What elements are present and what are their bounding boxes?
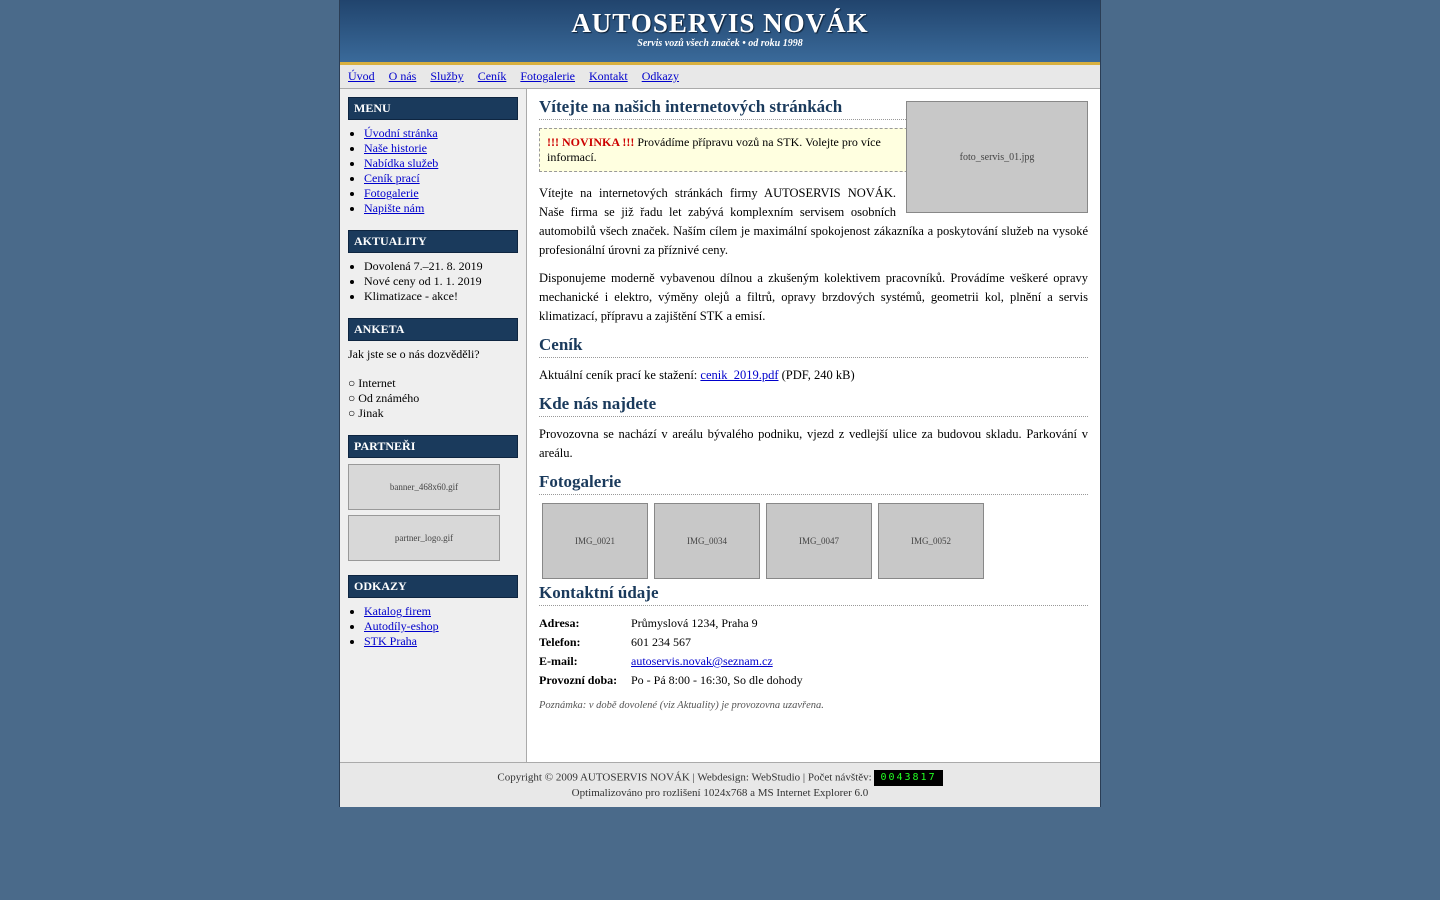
nav-cenik[interactable]: Ceník <box>477 69 507 83</box>
contact-label: Telefon: <box>539 635 581 649</box>
service-photo: foto_servis_01.jpg <box>906 101 1088 213</box>
contact-table <box>539 614 803 690</box>
menu-box <box>348 97 518 216</box>
partner-logo[interactable]: partner_logo.gif <box>348 515 500 561</box>
contact-value: Průmyslová 1234, Praha 9 <box>631 616 758 630</box>
pricelist-suffix: (PDF, 240 kB) <box>778 368 855 382</box>
menu-item-home[interactable]: Úvodní stránka <box>364 126 438 140</box>
footer-copyright: Copyright © 2009 AUTOSERVIS NOVÁK | Webdesign: WebStudio | Počet návštěv: <box>497 771 875 784</box>
footer <box>340 762 1100 807</box>
menu-item-pricelist[interactable]: Ceník prací <box>364 171 420 185</box>
gallery-thumb[interactable]: IMG_0052 <box>878 503 984 579</box>
email-link[interactable]: autoservis.novak@seznam.cz <box>631 654 773 668</box>
link-stk-praha[interactable]: STK Praha <box>364 634 417 648</box>
content <box>527 89 1100 762</box>
notice-highlight: !!! NOVINKA !!! <box>547 135 635 149</box>
contact-label: Adresa: <box>539 616 580 630</box>
contact-heading: Kontaktní údaje <box>539 583 1088 606</box>
news-item: • Nové ceny od 1. 1. 2019 <box>364 274 518 289</box>
notice-text: Provádíme přípravu vozů na STK. Volejte pro více informací. <box>547 135 881 164</box>
contact-row <box>539 614 803 633</box>
poll-box <box>348 318 518 421</box>
news-item: • Klimatizace - akce! <box>364 289 518 304</box>
gallery-thumb[interactable]: IMG_0021 <box>542 503 648 579</box>
gallery-thumb[interactable]: IMG_0047 <box>766 503 872 579</box>
sidebar <box>340 89 527 762</box>
links-title: ODKAZY <box>348 575 518 598</box>
menu-item-services[interactable]: Nabídka služeb <box>364 156 439 170</box>
pricelist-paragraph <box>539 366 1088 385</box>
poll-option-friend[interactable]: ○ Od známého <box>348 391 420 405</box>
site-title: AUTOSERVIS NOVÁK <box>571 8 869 38</box>
location-paragraph: Provozovna se nachází v areálu bývalého podniku, vjezd z vedlejší ulice za budovou skladu. Parkování v areálu. <box>539 427 1088 460</box>
link-autodily-eshop[interactable]: Autodíly-eshop <box>364 619 439 633</box>
menu-item-gallery[interactable]: Fotogalerie <box>364 186 419 200</box>
nav-odkazy[interactable]: Odkazy <box>641 69 680 83</box>
poll-option-internet[interactable]: ○ Internet <box>348 376 396 390</box>
nav-fotogalerie[interactable]: Fotogalerie <box>520 69 576 83</box>
nav-sluzby[interactable]: Služby <box>430 69 464 83</box>
pricelist-heading: Ceník <box>539 335 1088 358</box>
welcome-heading: Vítejte na našich internetových stránkách <box>539 97 1088 120</box>
poll-question: Jak jste se o nás dozvěděli? <box>348 347 480 361</box>
nav-uvod[interactable]: Úvod <box>348 69 375 83</box>
page <box>339 0 1101 807</box>
contact-row <box>539 633 803 652</box>
main-layout <box>340 89 1100 762</box>
nav-o-nas[interactable]: O nás <box>388 69 417 83</box>
contact-row <box>539 652 803 671</box>
pricelist-download-link[interactable]: cenik_2019.pdf <box>700 368 779 382</box>
partners-title: PARTNEŘI <box>348 435 518 458</box>
pricelist-prefix: Aktuální ceník prací ke stažení: <box>539 368 701 382</box>
top-navigation <box>340 65 1100 89</box>
links-box <box>348 575 518 649</box>
services-paragraph: Disponujeme moderně vybavenou dílnou a zkušeným kolektivem pracovníků. Provádíme veškeré opravy mechanické i elektro, výměny olejů a filtrů, opravy brzdových systémů, geometrii kol, plnění a servis klimatizací, přípravu a zajištění STK a emisí. <box>539 271 1088 323</box>
poll-option-other[interactable]: ○ Jinak <box>348 406 384 420</box>
location-heading: Kde nás najdete <box>539 394 1088 417</box>
closure-note: Poznámka: v době dovolené (viz Aktuality) je provozovna uzavřena. <box>539 700 824 711</box>
menu-title: MENU <box>348 97 518 120</box>
gallery-heading: Fotogalerie <box>539 472 1088 495</box>
news-item: • Dovolená 7.–21. 8. 2019 <box>364 259 518 274</box>
visit-counter: 0043817 <box>874 770 942 786</box>
contact-row <box>539 671 803 690</box>
link-katalog-firem[interactable]: Katalog firem <box>364 604 431 618</box>
contact-label: Provozní doba: <box>539 673 618 687</box>
partner-banner[interactable]: banner_468x60.gif <box>348 464 500 510</box>
gallery-thumb[interactable]: IMG_0034 <box>654 503 760 579</box>
poll-title: ANKETA <box>348 318 518 341</box>
contact-label: E-mail: <box>539 654 578 668</box>
intro-paragraph: Vítejte na internetových stránkách firmy AUTOSERVIS NOVÁK. Naše firma se již řadu let zabývá komplexním servisem osobních automobilů všech značek. Naším cílem je maximální spokojenost zákazníka a poskytování služeb na vysoké profesionální úrovni za příznivé ceny. <box>539 186 1088 257</box>
menu-item-history[interactable]: Naše historie <box>364 141 427 155</box>
news-box <box>348 230 518 304</box>
site-header <box>340 0 1100 65</box>
menu-item-write-us[interactable]: Napište nám <box>364 201 425 215</box>
gallery <box>542 503 1088 579</box>
contact-value: Po - Pá 8:00 - 16:30, So dle dohody <box>631 673 803 687</box>
nav-kontakt[interactable]: Kontakt <box>589 69 628 83</box>
footer-optimized: Optimalizováno pro rozlišení 1024x768 a MS Internet Explorer 6.0 <box>571 787 869 799</box>
contact-value: 601 234 567 <box>631 635 691 649</box>
site-subtitle: Servis vozů všech značek • od roku 1998 <box>637 38 803 49</box>
news-title: AKTUALITY <box>348 230 518 253</box>
partners-box <box>348 435 518 561</box>
